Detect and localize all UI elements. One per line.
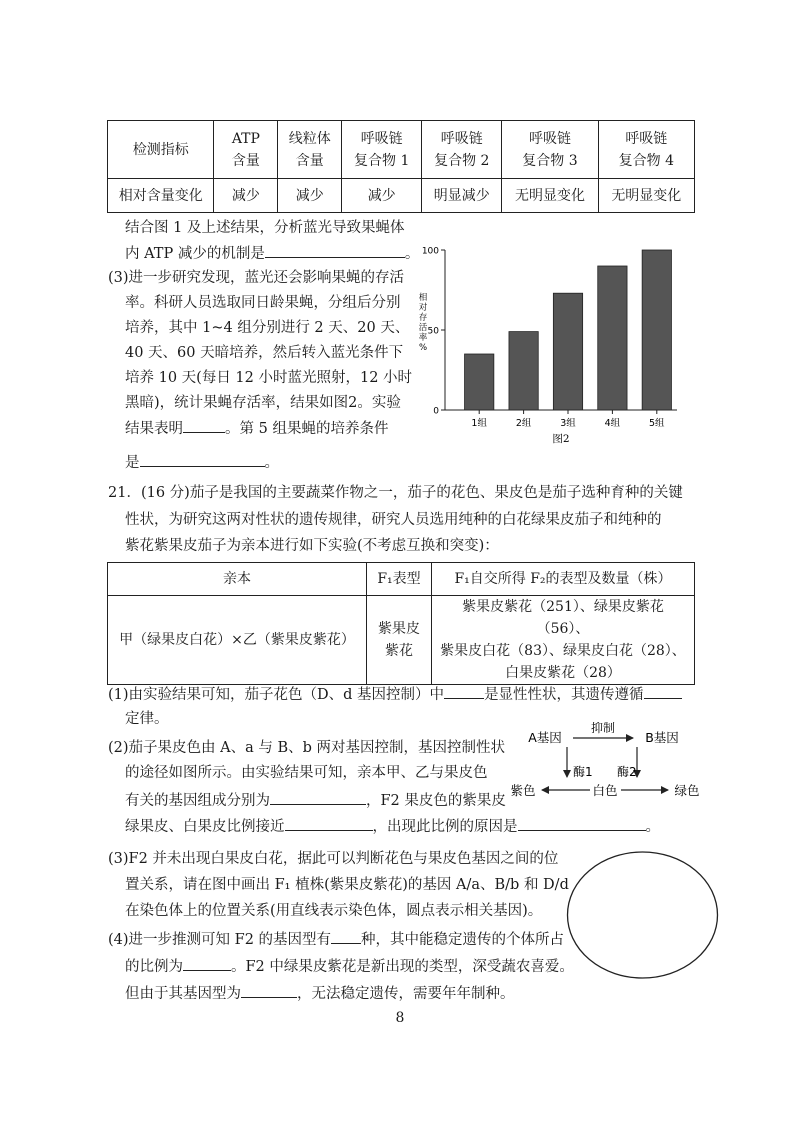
q20-text: 。第 5 组果蝇的培养条件 [225, 421, 389, 437]
q21-line: 21．(16 分)茄子是我国的主要蔬菜作物之一，茄子的花色、果皮色是茄子选种育种的关键 [108, 485, 683, 501]
row-cell: 相对含量变化 [108, 179, 214, 213]
q20-line: 40 天、60 天暗培养，然后转入蓝光条件下 [125, 345, 404, 361]
parents-cell: 甲（绿果皮白花）×乙（紫果皮紫花） [108, 596, 367, 685]
part2-text: ，F2 果皮色的紫果皮 [366, 793, 506, 809]
y-tick-label: 100 [421, 246, 439, 257]
bar [598, 266, 627, 410]
chart-title: 图2 [552, 433, 570, 445]
bar [465, 354, 494, 410]
f1-phenotype-line: 紫花 [385, 643, 413, 659]
row-cell: 减少 [214, 179, 278, 213]
header-cell: ATP 含量 [214, 121, 278, 179]
row-cell: 无明显变化 [502, 179, 598, 213]
f2-result-cell [432, 596, 695, 685]
enzyme1-label: 酶1 [573, 765, 593, 779]
bar [642, 250, 671, 410]
part1-text: 是显性性状，其遗传遵循 [484, 687, 644, 703]
part1-text: (1)由实验结果可知，茄子花色（D、d 基因控制）中 [108, 687, 445, 703]
part4-text: 但由于其基因型为 [125, 986, 241, 1002]
gene-pathway-diagram [505, 722, 705, 802]
q20-line [125, 418, 388, 439]
q20-line: (3)进一步研究发现，蓝光还会影响果蝇的存活 [108, 270, 405, 286]
survival-rate-bar-chart [415, 238, 685, 453]
part4-line [125, 983, 515, 1004]
x-tick-label: 1组 [471, 418, 487, 429]
q21-line: 性状，为研究这两对性状的遗传规律，研究人员选用纯种的白花绿果皮茄子和纯种的 [125, 512, 662, 528]
white-label: 白色 [592, 783, 618, 798]
enzyme2-label: 酶2 [617, 765, 637, 779]
answer-blank[interactable] [265, 243, 405, 258]
q20-line: 培养 10 天(每日 12 小时蓝光照射，12 小时 [125, 370, 413, 386]
answer-blank[interactable] [518, 816, 646, 831]
y-axis-label-char: 相 [418, 293, 428, 303]
q20-text: 。 [404, 246, 420, 262]
header-cell: F₁表型 [367, 563, 432, 596]
inhibit-label: 抑制 [590, 722, 616, 735]
part4-text: 。F2 中绿果皮紫花是新出现的类型，深受蔬农喜爱。 [231, 959, 574, 975]
header-cell: 呼吸链 复合物 3 [502, 121, 598, 179]
row-cell: 减少 [278, 179, 342, 213]
answer-blank[interactable] [285, 816, 373, 831]
cross-table-header-row [108, 563, 695, 596]
bar [553, 293, 582, 410]
part1-line [108, 684, 682, 705]
part2-line [125, 816, 660, 837]
y-axis-label-char: 率 [418, 333, 428, 343]
x-tick-label: 2组 [515, 418, 532, 429]
bar [509, 332, 538, 410]
part2-text: ，出现此比例的原因是 [372, 819, 518, 835]
header-cell: F₁自交所得 F₂的表型及数量（株） [432, 563, 695, 596]
x-tick-label: 3组 [560, 418, 576, 429]
header-cell: 线粒体 含量 [278, 121, 342, 179]
part4-text: 种，其中能稳定遗传的个体所占 [361, 932, 565, 948]
part1-line: 定律。 [125, 711, 169, 727]
chart-bars [465, 250, 672, 410]
y-tick-label: 0 [433, 406, 439, 417]
y-axis-label-char: 活 [418, 323, 428, 333]
answer-blank[interactable] [270, 790, 366, 805]
row-cell: 减少 [342, 179, 422, 213]
detection-table-row [108, 179, 695, 213]
green-label: 绿色 [674, 783, 700, 798]
y-axis-label-char: % [418, 343, 428, 353]
q20-text: 是 [125, 455, 140, 471]
part2-text: 绿果皮、白果皮比例接近 [125, 819, 285, 835]
q20-line: 黑暗)，统计果蝇存活率，结果如图2。实验 [125, 395, 401, 411]
part4-text: (4)进一步推测可知 F2 的基因型有 [108, 932, 332, 948]
detection-table-header-row [108, 121, 695, 179]
answer-blank[interactable] [241, 983, 297, 998]
answer-blank[interactable] [644, 684, 682, 699]
part2-text: 。 [645, 819, 660, 835]
q21-line: 紫花紫果皮茄子为亲本进行如下实验(不考虑互换和突变)： [125, 538, 499, 554]
part3-line: 在染色体上的位置关系(用直线表示染色体，圆点表示相关基因)。 [125, 903, 543, 919]
gene-b-label: B基因 [645, 730, 679, 745]
row-cell: 无明显变化 [598, 179, 694, 213]
answer-blank[interactable] [140, 452, 265, 467]
cross-result-table [107, 562, 695, 685]
chromosome-drawing-circle[interactable] [565, 850, 720, 980]
f1-phenotype-cell [367, 596, 432, 685]
y-axis-label-char: 存 [418, 313, 428, 323]
header-cell: 呼吸链 复合物 1 [342, 121, 422, 179]
page-number: 8 [395, 1010, 405, 1026]
part4-line [125, 956, 574, 977]
q20-line: 培养，其中 1~4 组分别进行 2 天、20 天、 [125, 320, 410, 336]
y-tick-label: 50 [427, 326, 439, 337]
part4-line [108, 929, 564, 950]
part2-line [125, 790, 506, 811]
x-tick-label: 5组 [649, 418, 665, 429]
cross-table-row [108, 596, 695, 685]
f1-phenotype-line: 紫果皮 [378, 621, 420, 637]
part2-line: 的途径如图所示。由实验结果可知，亲本甲、乙与果皮色 [125, 765, 488, 781]
f2-result-line: 白果皮紫花（28） [505, 665, 621, 681]
part3-line: (3)F2 并未出现白果皮白花，据此可以判断花色与果皮色基因之间的位 [108, 851, 559, 867]
q20-line: 率。科研人员选取同日龄果蝇，分组后分别 [125, 295, 401, 311]
header-cell: 呼吸链 复合物 4 [598, 121, 694, 179]
q20-text: 内 ATP 减少的机制是 [125, 246, 265, 262]
header-cell: 检测指标 [108, 121, 214, 179]
detection-table [107, 120, 695, 213]
answer-blank[interactable] [183, 956, 231, 971]
part3-line: 置关系，请在图中画出 F₁ 植株(紫果皮紫花)的基因 A/a、B/b 和 D/d [125, 877, 569, 893]
part2-text: 有关的基因组成分别为 [125, 793, 270, 809]
part4-text: ，无法稳定遗传，需要年年制种。 [297, 986, 515, 1002]
header-cell: 亲本 [108, 563, 367, 596]
answer-blank[interactable] [444, 684, 484, 699]
f2-result-line: 紫果皮白花（83）、绿果皮白花（28）、 [440, 643, 686, 659]
row-cell: 明显减少 [422, 179, 502, 213]
y-axis-label-char: 对 [418, 303, 428, 313]
header-cell: 呼吸链 复合物 2 [422, 121, 502, 179]
chart-ticks [422, 247, 665, 430]
part4-text: 的比例为 [125, 959, 183, 975]
y-axis-label [419, 292, 428, 353]
answer-blank[interactable] [183, 418, 225, 433]
q20-line [125, 452, 279, 473]
q20-text: 。 [264, 455, 279, 471]
q20-text: 结果表明 [125, 421, 183, 437]
f2-result-line: 紫果皮紫花（251）、绿果皮紫花（56）、 [462, 599, 664, 637]
answer-blank[interactable] [331, 929, 361, 944]
q20-line: 结合图 1 及上述结果，分析蓝光导致果蝇体 [125, 220, 405, 236]
part2-line: (2)茄子果皮色由 A、a 与 B、b 两对基因控制，基因控制性状 [108, 740, 506, 756]
x-tick-label: 4组 [604, 418, 621, 429]
gene-a-label: A基因 [528, 730, 562, 745]
purple-label: 紫色 [510, 783, 536, 798]
q20-line [125, 243, 419, 264]
